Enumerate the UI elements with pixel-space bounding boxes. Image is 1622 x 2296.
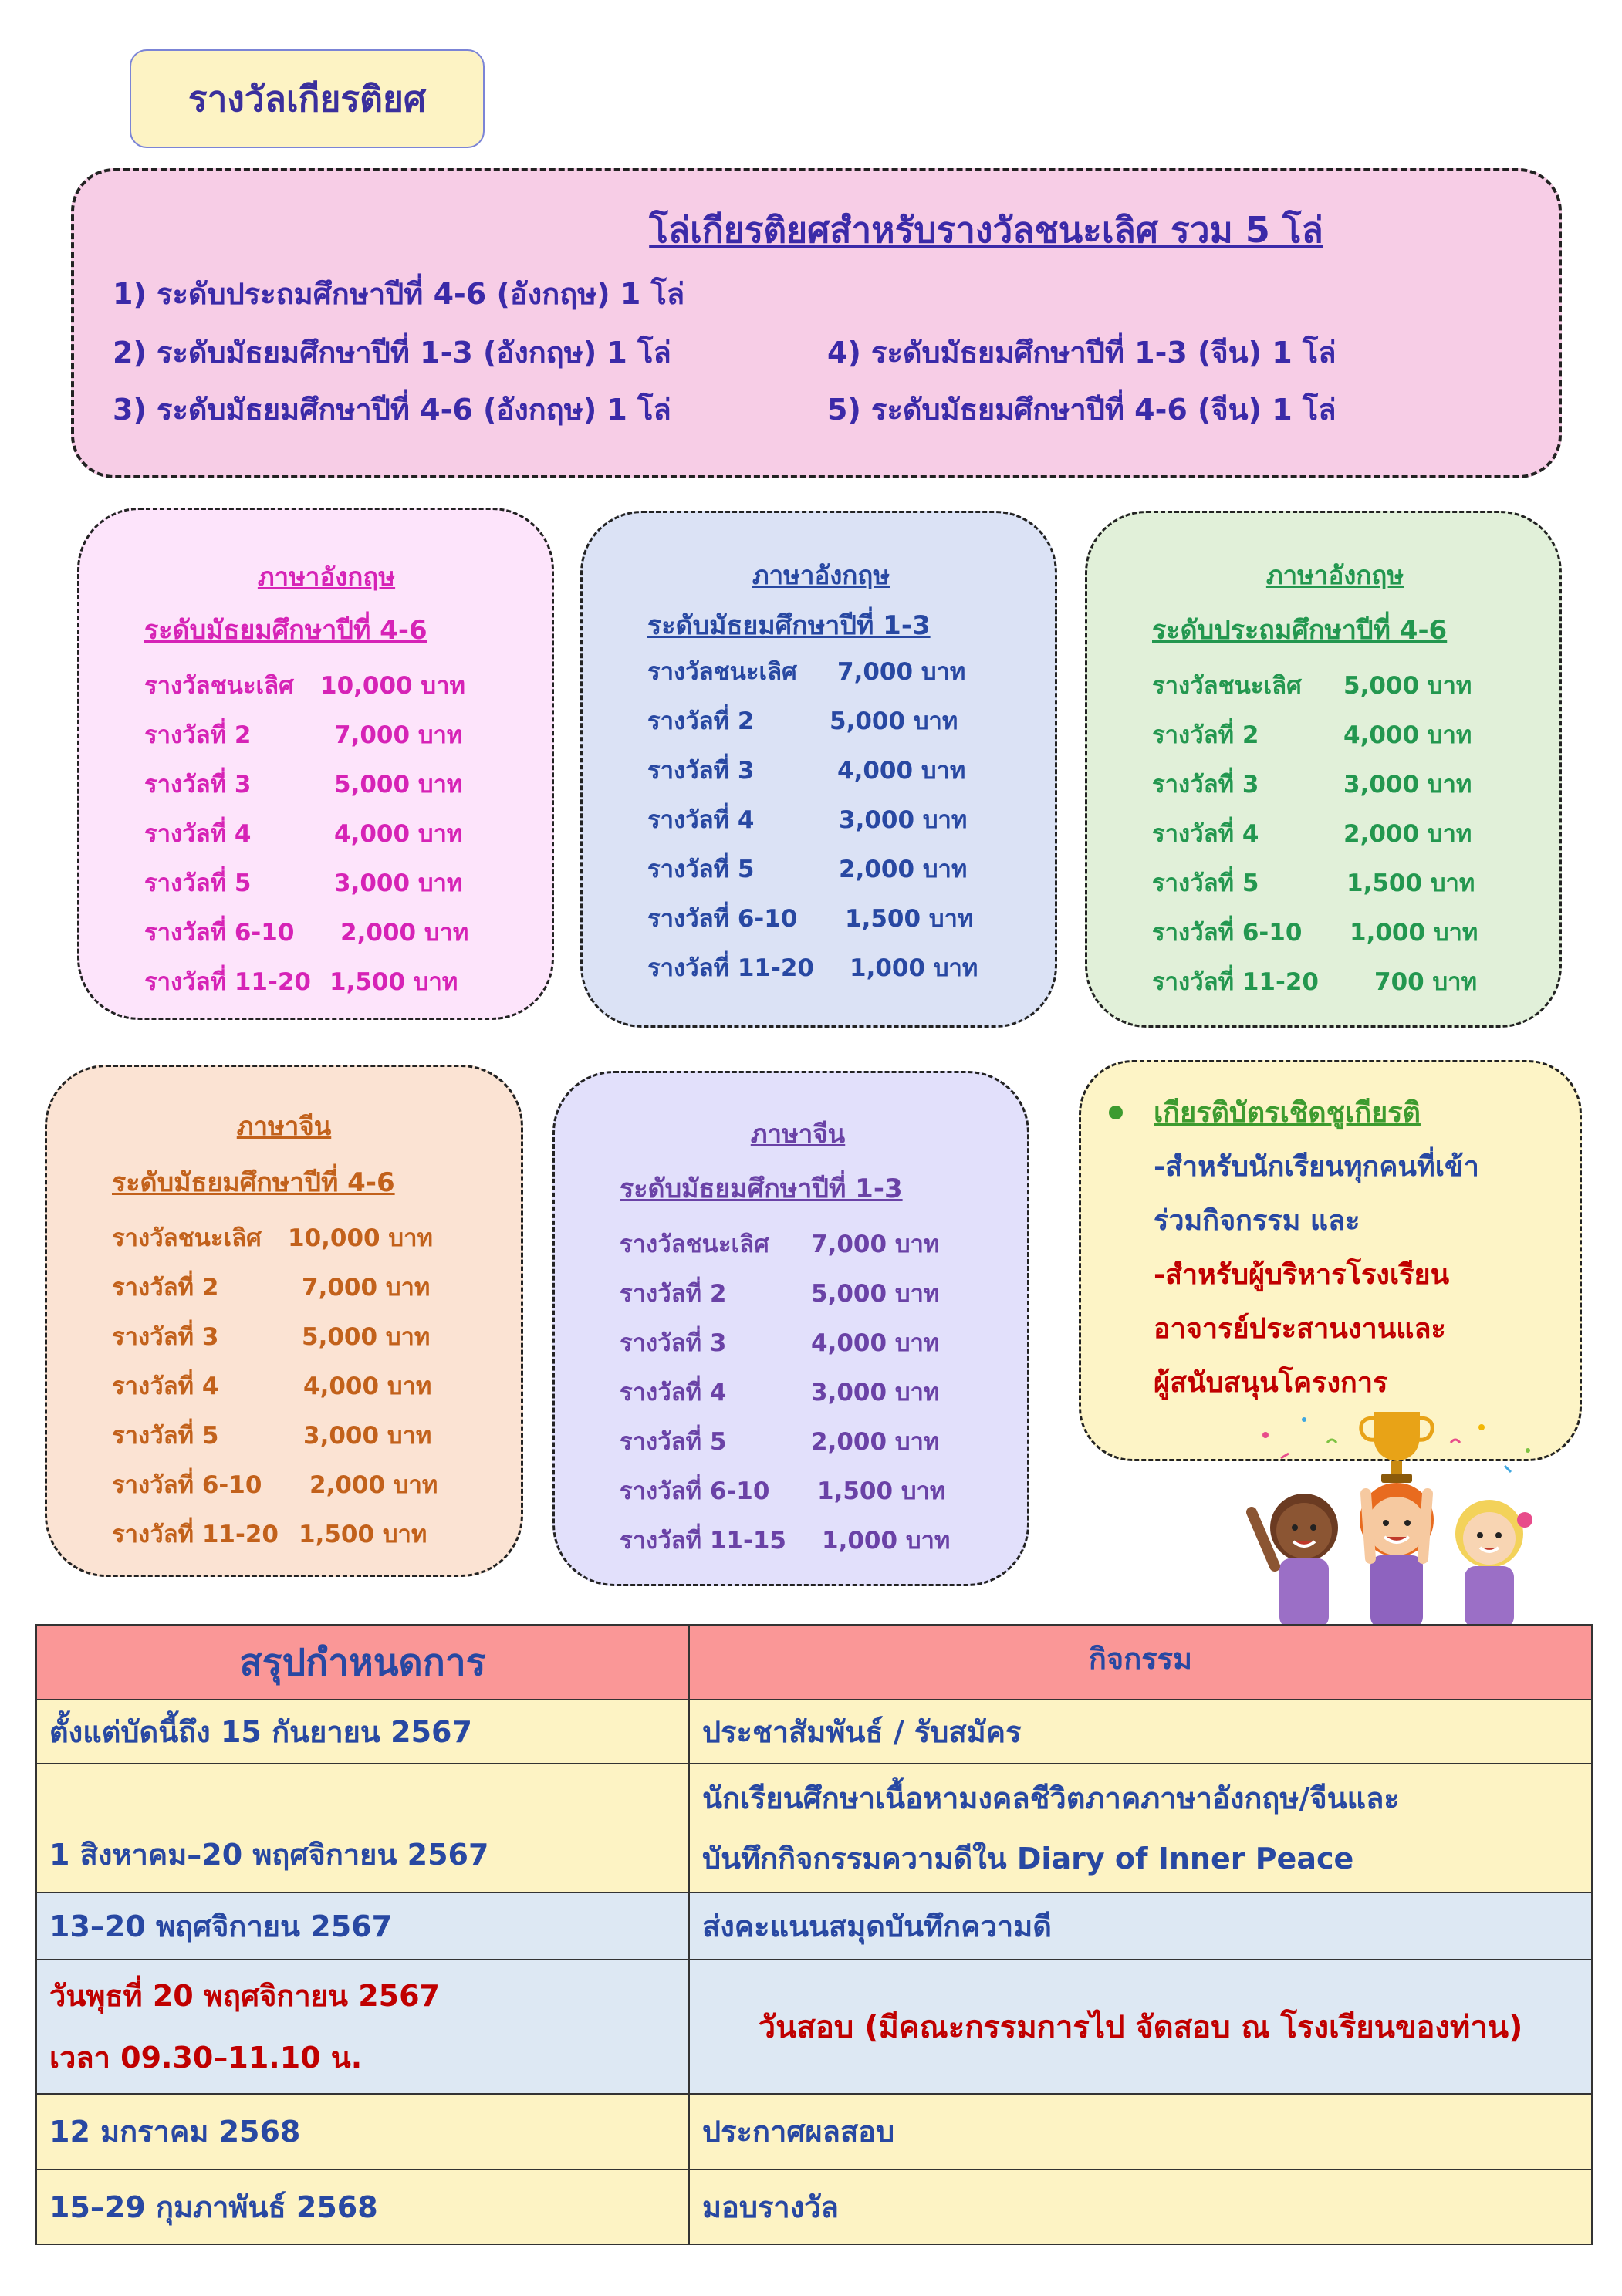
schedule-date: 1 สิงหาคม–20 พฤศจิกายน 2567: [36, 1764, 689, 1892]
prize-label: รางวัลที่ 4: [647, 806, 755, 834]
prize-label: รางวัลที่ 2: [144, 721, 252, 749]
prize-box-language: ภาษาจีน: [750, 1119, 846, 1149]
prize-label: รางวัลที่ 11-20: [647, 954, 814, 982]
prize-amount: 3,000 บาท: [334, 869, 463, 897]
trophy-heading: โล่เกียรติยศสำหรับรางวัลชนะเลิศ รวม 5 โล่: [649, 209, 1323, 251]
kid-right-icon: [1455, 1500, 1532, 1628]
prize-amount: 10,000 บาท: [320, 672, 465, 700]
prize-amount: 1,500 บาท: [329, 968, 458, 996]
prize-amount: 3,000 บาท: [303, 1422, 432, 1450]
prize-row: [144, 962, 458, 1001]
trophy-summary-box: [71, 168, 1562, 478]
prize-box-language: ภาษาอังกฤษ: [1265, 560, 1404, 590]
trophy-item: 1) ระดับประถมศึกษาปีที่ 4-6 (อังกฤษ) 1 โล่: [113, 277, 685, 311]
prize-label: รางวัลที่ 3: [112, 1323, 219, 1351]
prize-row: [144, 814, 463, 853]
prize-box-level: ระดับมัธยมศึกษาปีที่ 1-3: [620, 1173, 903, 1204]
prize-amount: 1,000 บาท: [850, 954, 978, 982]
prize-label: รางวัลที่ 4: [112, 1373, 219, 1400]
prize-row: [1152, 863, 1475, 902]
prize-amount: 2,000 บาท: [340, 919, 469, 947]
schedule-date: 15–29 กุมภาพันธ์ 2568: [36, 2169, 689, 2244]
prize-amount: 7,000 บาท: [334, 721, 463, 749]
prize-row: [144, 863, 463, 902]
prize-amount: 1,500 บาท: [817, 1477, 946, 1505]
schedule-activity: วันสอบ (มีคณะกรรมการไป จัดสอบ ณ โรงเรียนของท่าน): [689, 1960, 1592, 2094]
prize-label: รางวัลที่ 2: [112, 1274, 219, 1302]
prize-row: [647, 948, 978, 987]
prize-box-english-upper-secondary: [77, 508, 554, 1020]
prize-row: [1152, 913, 1478, 951]
prize-row: [112, 1218, 433, 1257]
kid-middle-icon: [1360, 1483, 1434, 1628]
prize-row: [112, 1514, 427, 1553]
prize-label: รางวัลที่ 3: [1152, 771, 1259, 799]
prize-amount: 1,500 บาท: [845, 905, 974, 933]
prize-row: [144, 765, 463, 803]
page-title: รางวัลเกียรติยศ: [130, 49, 485, 148]
prize-label: รางวัลชนะเลิศ: [647, 658, 797, 686]
prize-box-english-primary: [1085, 511, 1562, 1028]
table-row: [36, 2169, 1592, 2244]
table-row: [36, 1700, 1592, 1764]
prize-label: รางวัลที่ 6-10: [647, 905, 798, 933]
prize-label: รางวัลที่ 2: [620, 1280, 727, 1308]
prize-row: [144, 715, 463, 754]
table-row: [36, 1960, 1592, 2094]
prize-label: รางวัลที่ 3: [144, 771, 252, 799]
prize-row: [620, 1224, 940, 1263]
prize-label: รางวัลที่ 3: [647, 757, 755, 785]
prize-row: [647, 652, 966, 690]
prize-amount: 2,000 บาท: [1343, 820, 1472, 848]
schedule-activity: [689, 1764, 1592, 1892]
prize-amount: 4,000 บาท: [837, 757, 966, 785]
prize-amount: 2,000 บาท: [309, 1471, 438, 1499]
prize-row: [647, 849, 968, 888]
prize-row: [620, 1373, 940, 1411]
prize-row: [647, 899, 974, 937]
prize-box-level: ระดับมัธยมศึกษาปีที่ 4-6: [144, 615, 427, 646]
prize-box-language: ภาษาอังกฤษ: [257, 562, 396, 592]
trophy-icon: [1361, 1412, 1432, 1483]
certificate-line: อาจารย์ประสานงานและ: [1154, 1313, 1446, 1345]
prize-row: [1152, 814, 1472, 853]
prize-amount: 3,000 บาท: [811, 1379, 940, 1406]
prize-row: [620, 1323, 940, 1362]
prize-amount: 1,500 บาท: [299, 1521, 427, 1548]
prize-box-language: ภาษาจีน: [236, 1111, 332, 1141]
prize-row: [112, 1317, 431, 1356]
prize-amount: 3,000 บาท: [1343, 771, 1472, 799]
schedule-activity: ประกาศผลสอบ: [689, 2094, 1592, 2169]
prize-label: รางวัลที่ 4: [620, 1379, 727, 1406]
prize-amount: 5,000 บาท: [334, 771, 463, 799]
table-header-row: [36, 1625, 1592, 1700]
schedule-activity: ประชาสัมพันธ์ / รับสมัคร: [689, 1700, 1592, 1764]
prize-label: รางวัลที่ 11-20: [1152, 968, 1319, 996]
prize-amount: 7,000 บาท: [837, 658, 966, 686]
prize-row: [620, 1471, 946, 1510]
schedule-activity-line: นักเรียนศึกษาเนื้อหามงคลชีวิตภาคภาษาอังกฤษ/จีนและ: [702, 1781, 1400, 1815]
prize-amount: 700 บาท: [1374, 968, 1478, 996]
prize-amount: 3,000 บาท: [839, 806, 968, 834]
prize-box-chinese-upper-secondary: [45, 1065, 523, 1577]
prize-label: รางวัลที่ 3: [620, 1329, 727, 1357]
prize-amount: 7,000 บาท: [811, 1231, 940, 1258]
prize-row: [620, 1274, 940, 1312]
kids-trophy-illustration: [1235, 1404, 1559, 1628]
prize-row: [112, 1366, 432, 1405]
prize-label: รางวัลที่ 6-10: [620, 1477, 770, 1505]
prize-label: รางวัลที่ 11-15: [620, 1527, 786, 1555]
prize-amount: 4,000 บาท: [334, 820, 463, 848]
prize-label: รางวัลชนะเลิศ: [620, 1231, 769, 1258]
prize-row: [647, 751, 966, 789]
schedule-date: [36, 1960, 689, 2094]
prize-amount: 1,500 บาท: [1347, 869, 1475, 897]
column-header-schedule: สรุปกำหนดการ: [36, 1625, 689, 1700]
column-header-activity: กิจกรรม: [689, 1625, 1592, 1700]
prize-box-chinese-lower-secondary: [552, 1071, 1029, 1586]
certificate-line: ผู้สนับสนุนโครงการ: [1154, 1367, 1388, 1399]
prize-amount: 1,000 บาท: [1350, 919, 1478, 947]
trophy-item: 4) ระดับมัธยมศึกษาปีที่ 1-3 (จีน) 1 โล่: [827, 336, 1336, 370]
trophy-item: 3) ระดับมัธยมศึกษาปีที่ 4-6 (อังกฤษ) 1 โล่: [113, 393, 671, 427]
prize-row: [112, 1416, 432, 1454]
certificate-heading: เกียรติบัตรเชิดชูเกียรติ: [1154, 1097, 1421, 1129]
certificate-box: [1079, 1060, 1582, 1461]
certificate-line: -สำหรับผู้บริหารโรงเรียน: [1154, 1259, 1450, 1291]
certificate-line: -สำหรับนักเรียนทุกคนที่เข้า: [1154, 1151, 1479, 1183]
prize-label: รางวัลที่ 11-20: [112, 1521, 279, 1548]
prize-box-language: ภาษาอังกฤษ: [752, 560, 890, 590]
prize-row: [144, 913, 469, 951]
prize-row: [620, 1422, 940, 1460]
prize-amount: 5,000 บาท: [830, 707, 958, 735]
prize-amount: 4,000 บาท: [811, 1329, 940, 1357]
prize-row: [1152, 666, 1472, 704]
prize-amount: 10,000 บาท: [288, 1224, 433, 1252]
prize-amount: 2,000 บาท: [839, 856, 968, 883]
prize-label: รางวัลที่ 5: [1152, 869, 1259, 897]
prize-amount: 4,000 บาท: [1343, 721, 1472, 749]
prize-label: รางวัลที่ 5: [647, 856, 755, 883]
prize-row: [1152, 962, 1478, 1001]
prize-label: รางวัลที่ 5: [620, 1428, 727, 1456]
prize-row: [620, 1521, 951, 1559]
prize-amount: 2,000 บาท: [811, 1428, 940, 1456]
prize-row: [1152, 715, 1472, 754]
bullet-icon: [1109, 1106, 1123, 1119]
prize-box-level: ระดับประถมศึกษาปีที่ 4-6: [1152, 615, 1448, 646]
prize-amount: 5,000 บาท: [302, 1323, 431, 1351]
prize-box-level: ระดับมัธยมศึกษาปีที่ 4-6: [112, 1167, 395, 1198]
prize-row: [112, 1268, 431, 1306]
schedule-activity: ส่งคะแนนสมุดบันทึกความดี: [689, 1893, 1592, 1960]
prize-label: รางวัลที่ 6-10: [112, 1471, 262, 1499]
prize-label: รางวัลที่ 4: [144, 820, 252, 848]
table-row: [36, 1764, 1592, 1892]
prize-row: [112, 1465, 438, 1504]
prize-label: รางวัลที่ 5: [144, 869, 252, 897]
trophy-item: 2) ระดับมัธยมศึกษาปีที่ 1-3 (อังกฤษ) 1 โล่: [113, 336, 671, 370]
prize-label: รางวัลชนะเลิศ: [144, 672, 294, 700]
prize-label: รางวัลที่ 2: [647, 707, 755, 735]
prize-row: [1152, 765, 1472, 803]
schedule-date-line: วันพุธที่ 20 พฤศจิกายน 2567: [49, 1979, 440, 2014]
prize-amount: 5,000 บาท: [811, 1280, 940, 1308]
prize-row: [647, 800, 968, 839]
schedule-table: [35, 1624, 1593, 2245]
prize-amount: 1,000 บาท: [822, 1527, 951, 1555]
table-row: [36, 1893, 1592, 1960]
schedule-date: 13–20 พฤศจิกายน 2567: [36, 1893, 689, 1960]
prize-label: รางวัลที่ 6-10: [144, 919, 295, 947]
prize-box-level: ระดับมัธยมศึกษาปีที่ 1-3: [647, 610, 931, 641]
prize-label: รางวัลที่ 4: [1152, 820, 1259, 848]
schedule-activity-line: บันทึกกิจกรรมความดีใน Diary of Inner Peace: [702, 1841, 1354, 1876]
prize-amount: 7,000 บาท: [302, 1274, 431, 1302]
prize-label: รางวัลที่ 5: [112, 1422, 219, 1450]
trophy-item: 5) ระดับมัธยมศึกษาปีที่ 4-6 (จีน) 1 โล่: [827, 393, 1336, 427]
prize-label: รางวัลที่ 6-10: [1152, 919, 1303, 947]
prize-label: รางวัลชนะเลิศ: [1152, 672, 1302, 700]
kid-left-icon: [1252, 1494, 1338, 1628]
schedule-date: ตั้งแต่บัดนี้ถึง 15 กันยายน 2567: [36, 1700, 689, 1764]
table-row: [36, 2094, 1592, 2169]
certificate-line: ร่วมกิจกรรม และ: [1154, 1205, 1360, 1237]
schedule-date: 12 มกราคม 2568: [36, 2094, 689, 2169]
schedule-date-line: เวลา 09.30–11.10 น.: [49, 2041, 363, 2075]
prize-label: รางวัลชนะเลิศ: [112, 1224, 262, 1252]
prize-box-english-lower-secondary: [580, 511, 1057, 1028]
prize-row: [647, 701, 958, 740]
prize-row: [144, 666, 465, 704]
prize-label: รางวัลที่ 11-20: [144, 968, 311, 996]
prize-amount: 5,000 บาท: [1343, 672, 1472, 700]
prize-label: รางวัลที่ 2: [1152, 721, 1259, 749]
prize-amount: 4,000 บาท: [303, 1373, 432, 1400]
schedule-activity: มอบรางวัล: [689, 2169, 1592, 2244]
